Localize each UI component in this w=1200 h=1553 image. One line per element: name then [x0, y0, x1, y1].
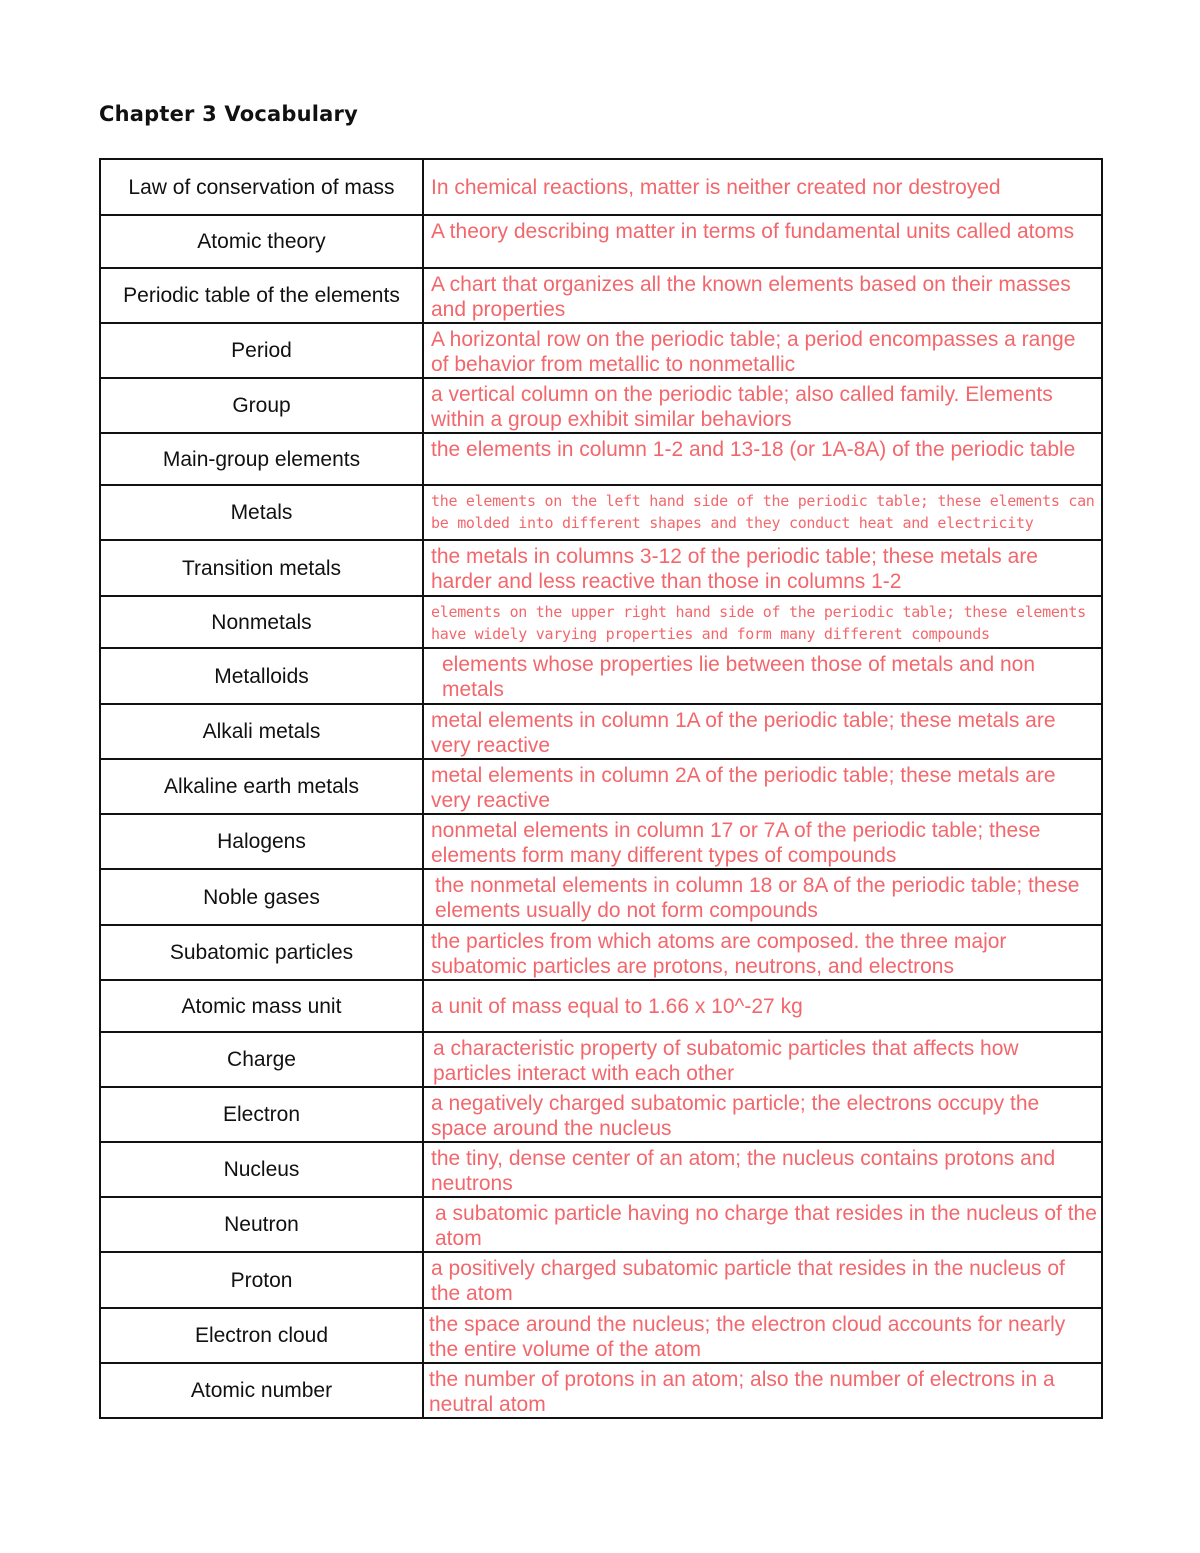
table-row — [100, 759, 1102, 814]
vocab-definition: the metals in columns 3-12 of the periodic table; these metals are harder and less reactive than those in columns 1-2 — [423, 540, 1102, 596]
vocab-definition: A theory describing matter in terms of fundamental units called atoms — [423, 215, 1102, 268]
table-row — [100, 378, 1102, 433]
vocab-term: Nonmetals — [100, 596, 423, 648]
vocab-definition: elements on the upper right hand side of the periodic table; these elements have widely varying properties and form many different compounds — [423, 596, 1102, 648]
table-row — [100, 596, 1102, 648]
vocab-definition: a positively charged subatomic particle that resides in the nucleus of the atom — [423, 1252, 1102, 1308]
vocab-definition: the elements in column 1-2 and 13-18 (or 1A-8A) of the periodic table — [423, 433, 1102, 485]
vocabulary-table — [99, 158, 1103, 1419]
vocab-definition: the nonmetal elements in column 18 or 8A of the periodic table; these elements usually do not form compounds — [423, 869, 1102, 925]
vocab-definition: the elements on the left hand side of the periodic table; these elements can be molded into different shapes and they conduct heat and electricity — [423, 485, 1102, 540]
vocab-term: Period — [100, 323, 423, 378]
vocab-definition: elements whose properties lie between those of metals and non metals — [423, 648, 1102, 704]
table-row — [100, 1252, 1102, 1308]
table-row — [100, 540, 1102, 596]
table-row — [100, 215, 1102, 268]
vocab-term: Electron — [100, 1087, 423, 1142]
vocab-definition: the tiny, dense center of an atom; the nucleus contains protons and neutrons — [423, 1142, 1102, 1197]
vocab-term: Halogens — [100, 814, 423, 869]
vocab-term: Metalloids — [100, 648, 423, 704]
table-row — [100, 925, 1102, 980]
vocab-term: Group — [100, 378, 423, 433]
vocab-term: Atomic theory — [100, 215, 423, 268]
table-row — [100, 1363, 1102, 1418]
vocab-definition: the number of protons in an atom; also the number of electrons in a neutral atom — [423, 1363, 1102, 1418]
vocab-definition: A horizontal row on the periodic table; a period encompasses a range of behavior from metallic to nonmetallic — [423, 323, 1102, 378]
vocab-term: Alkali metals — [100, 704, 423, 759]
vocab-term: Atomic number — [100, 1363, 423, 1418]
table-row — [100, 704, 1102, 759]
table-row — [100, 159, 1102, 215]
table-row — [100, 485, 1102, 540]
vocab-definition: metal elements in column 1A of the periodic table; these metals are very reactive — [423, 704, 1102, 759]
vocab-definition: In chemical reactions, matter is neither created nor destroyed — [423, 159, 1102, 215]
table-row — [100, 1308, 1102, 1363]
table-row — [100, 1087, 1102, 1142]
vocab-definition: nonmetal elements in column 17 or 7A of the periodic table; these elements form many different types of compounds — [423, 814, 1102, 869]
table-row — [100, 869, 1102, 925]
table-row — [100, 648, 1102, 704]
vocab-definition: a negatively charged subatomic particle; the electrons occupy the space around the nucleus — [423, 1087, 1102, 1142]
table-row — [100, 1142, 1102, 1197]
table-row — [100, 814, 1102, 869]
page-title: Chapter 3 Vocabulary — [99, 102, 358, 126]
vocab-definition: A chart that organizes all the known elements based on their masses and properties — [423, 268, 1102, 323]
vocab-definition: a unit of mass equal to 1.66 x 10^-27 kg — [423, 980, 1102, 1032]
table-row — [100, 980, 1102, 1032]
vocab-definition: the particles from which atoms are composed. the three major subatomic particles are protons, neutrons, and electrons — [423, 925, 1102, 980]
vocab-term: Subatomic particles — [100, 925, 423, 980]
table-row — [100, 1197, 1102, 1252]
vocab-term: Main-group elements — [100, 433, 423, 485]
vocab-definition: metal elements in column 2A of the periodic table; these metals are very reactive — [423, 759, 1102, 814]
vocab-definition: a subatomic particle having no charge that resides in the nucleus of the atom — [423, 1197, 1102, 1252]
vocab-definition: the space around the nucleus; the electron cloud accounts for nearly the entire volume of the atom — [423, 1308, 1102, 1363]
vocab-term: Transition metals — [100, 540, 423, 596]
vocab-term: Alkaline earth metals — [100, 759, 423, 814]
vocab-term: Periodic table of the elements — [100, 268, 423, 323]
vocab-term: Nucleus — [100, 1142, 423, 1197]
vocab-term: Law of conservation of mass — [100, 159, 423, 215]
vocab-term: Noble gases — [100, 869, 423, 925]
vocab-term: Charge — [100, 1032, 423, 1087]
table-row — [100, 268, 1102, 323]
vocab-term: Metals — [100, 485, 423, 540]
vocab-term: Electron cloud — [100, 1308, 423, 1363]
table-row — [100, 323, 1102, 378]
vocab-term: Neutron — [100, 1197, 423, 1252]
table-row — [100, 1032, 1102, 1087]
table-row — [100, 433, 1102, 485]
vocab-definition: a characteristic property of subatomic particles that affects how particles interact with each other — [423, 1032, 1102, 1087]
vocab-term: Atomic mass unit — [100, 980, 423, 1032]
vocab-term: Proton — [100, 1252, 423, 1308]
vocab-definition: a vertical column on the periodic table; also called family. Elements within a group exhibit similar behaviors — [423, 378, 1102, 433]
